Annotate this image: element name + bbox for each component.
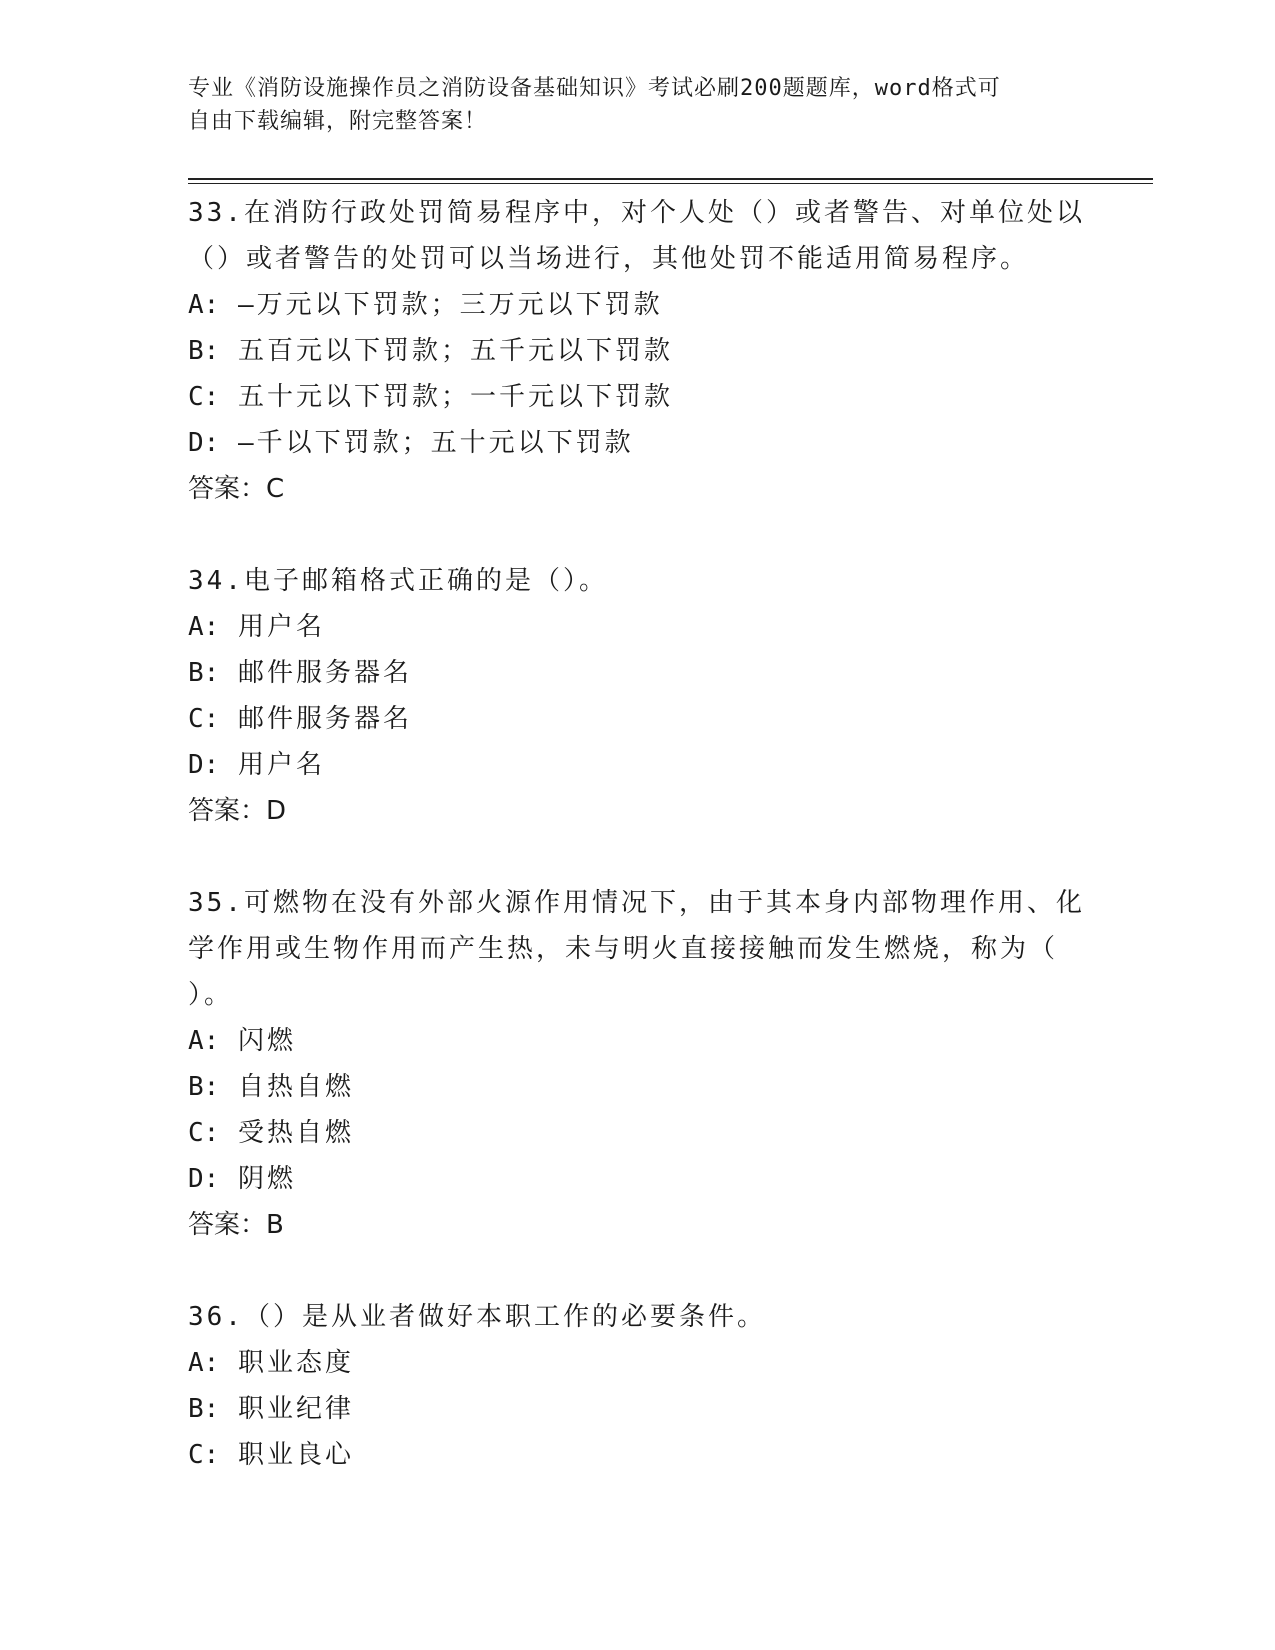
option-text: —千以下罚款；五十元以下罚款 <box>237 428 634 458</box>
option-text: 闪燃 <box>237 1026 296 1056</box>
option-text: 邮件服务器名 <box>237 704 412 734</box>
option-text: 五百元以下罚款；五千元以下罚款 <box>237 336 673 366</box>
question-text-line: 学作用或生物作用而产生热，未与明火直接接触而发生燃烧，称为（ <box>188 934 1059 964</box>
question-text-line: 33.在消防行政处罚简易程序中，对个人处（）或者警告、对单位处以 <box>188 198 1085 228</box>
answer-line: 答案：D <box>188 796 287 826</box>
option-text: 自热自燃 <box>237 1072 354 1102</box>
question-text-line: 36.（）是从业者做好本职工作的必要条件。 <box>188 1302 766 1332</box>
option-text: 职业态度 <box>237 1348 354 1378</box>
question-36 <box>188 1294 1088 1478</box>
option-text: 用户名 <box>237 612 325 642</box>
option-text: 五十元以下罚款；一千元以下罚款 <box>237 382 673 412</box>
option-letter: A: <box>188 290 220 320</box>
option-text: 用户名 <box>237 750 325 780</box>
option-letter: C: <box>188 1440 220 1470</box>
option-c <box>188 374 1088 420</box>
question-34 <box>188 558 1088 834</box>
option-a <box>188 604 1088 650</box>
option-letter: D: <box>188 1164 220 1194</box>
option-letter: B: <box>188 658 220 688</box>
answer-line: 答案：C <box>188 474 285 504</box>
option-letter: B: <box>188 336 220 366</box>
option-letter: B: <box>188 1072 220 1102</box>
option-c <box>188 696 1088 742</box>
question-text-line: （）或者警告的处罚可以当场进行，其他处罚不能适用简易程序。 <box>188 244 1030 274</box>
question-35 <box>188 880 1088 1248</box>
option-b <box>188 328 1088 374</box>
header-divider-thin <box>188 183 1153 184</box>
question-text-line: ）。 <box>188 980 234 1010</box>
question-list <box>188 190 1088 1524</box>
option-text: 邮件服务器名 <box>237 658 412 688</box>
option-a <box>188 1018 1088 1064</box>
option-letter: A: <box>188 1348 220 1378</box>
option-letter: C: <box>188 704 220 734</box>
option-letter: A: <box>188 1026 220 1056</box>
option-letter: C: <box>188 1118 220 1148</box>
header-line-2: 自由下载编辑，附完整答案！ <box>188 109 488 134</box>
answer-line: 答案：B <box>188 1210 284 1240</box>
option-d <box>188 420 1088 466</box>
option-c <box>188 1432 1088 1478</box>
option-letter: B: <box>188 1394 220 1424</box>
option-text: 阴燃 <box>237 1164 296 1194</box>
option-b <box>188 1064 1088 1110</box>
option-text: 职业良心 <box>237 1440 354 1470</box>
question-33 <box>188 190 1088 512</box>
option-letter: D: <box>188 428 220 458</box>
option-d <box>188 742 1088 788</box>
document-header <box>188 72 1068 138</box>
option-d <box>188 1156 1088 1202</box>
option-letter: A: <box>188 612 220 642</box>
question-text-line: 35.可燃物在没有外部火源作用情况下，由于其本身内部物理作用、化 <box>188 888 1085 918</box>
option-a <box>188 282 1088 328</box>
option-a <box>188 1340 1088 1386</box>
option-letter: D: <box>188 750 220 780</box>
option-text: 受热自燃 <box>237 1118 354 1148</box>
option-b <box>188 650 1088 696</box>
option-letter: C: <box>188 382 220 412</box>
question-text-line: 34.电子邮箱格式正确的是（）。 <box>188 566 608 596</box>
option-c <box>188 1110 1088 1156</box>
header-divider-thick <box>188 178 1153 180</box>
option-text: 职业纪律 <box>237 1394 354 1424</box>
header-line-1: 专业《消防设施操作员之消防设备基础知识》考试必刷200题题库，word格式可 <box>188 76 1001 101</box>
option-b <box>188 1386 1088 1432</box>
option-text: —万元以下罚款；三万元以下罚款 <box>237 290 663 320</box>
